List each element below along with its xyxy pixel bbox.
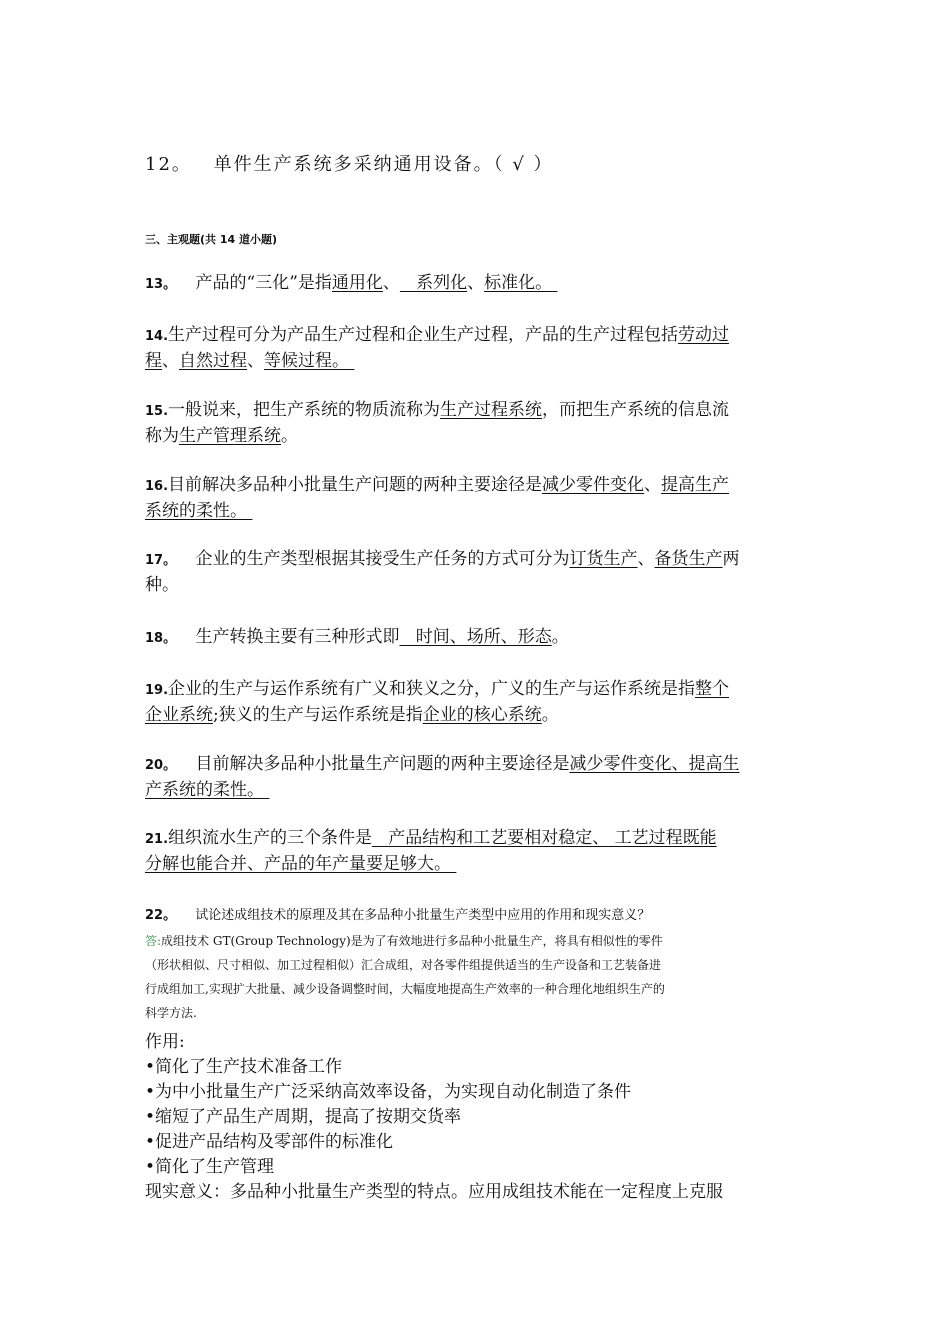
separator: 、 [637,549,655,569]
separator: 、 [162,351,179,371]
question-21 [145,826,717,877]
answer-blank: 备货生产 [654,549,723,569]
question-text: 生产过程可分为产品生产过程和企业生产过程，产品的生产过程包括 [168,325,679,345]
question-17 [145,547,740,598]
effect-item: •简化了生产技术准备工作 [145,1057,343,1077]
answer-blank: 企业的核心系统 [422,705,542,725]
effect-item: •简化了生产管理 [145,1157,275,1177]
question-number: 16. [145,479,169,494]
answer-blank: 整个 [695,679,730,699]
answer-blank: 劳动过 [678,325,730,345]
question-text-cont: ;狭义的生产与运作系统是指 [213,705,423,725]
effect-item: •为中小批量生产广泛采纳高效率设备，为实现自动化制造了条件 [145,1082,632,1102]
answer-blank [145,780,269,800]
effect-item: •促进产品结构及零部件的标准化 [145,1132,394,1152]
answer-label: 答: [145,934,162,948]
question-text: 生产转换主要有三种形式即 [195,627,400,647]
answer-line: 科学方法. [145,1006,197,1020]
answer-blank [372,828,717,848]
answer-blank [145,501,252,521]
answer-text: 成组技术 GT(Group Technology)是为了有效地进行多品种小批量生产，将具有相似性的零件 [161,934,663,948]
answer-blank: 生产管理系统 [179,426,281,446]
answer-line: （形状相似、尺寸相似、加工过程相似）汇合成组，对各零件组提供适当的生产设备和工艺装备进 [145,958,662,972]
answer-text: 系列化 [416,273,468,293]
question-text: 单件生产系统多采纳通用设备。（ √ ） [213,154,554,175]
punctuation: 。 [551,627,569,647]
question-text: 目前解决多品种小批量生产问题的两种主要途径是 [195,754,570,774]
separator: 、 [467,273,485,293]
question-number: 15. [145,404,169,419]
answer-text: 产品结构和工艺要相对稳定、 工艺过程既能 [388,828,717,848]
question-text: 企业的生产类型根据其接受生产任务的方式可分为 [195,549,570,569]
question-text: 组织流水生产的三个条件是 [168,828,373,848]
answer-text: 系统的柔性。 [145,501,247,521]
question-number: 22。 [145,908,177,923]
answer-blank [400,273,467,293]
answer-text: 产系统的柔性。 [145,780,264,800]
answer-blank: 减少零件变化、提高生 [569,754,740,774]
answer-text: 等候过程。 [264,351,349,371]
question-text: 产品的“三化”是指 [195,273,332,293]
question-number: 13。 [145,277,177,292]
answer-blank: 通用化 [331,273,383,293]
answer-blank: 程 [145,351,162,371]
answer-blank: 提高生产 [661,475,730,495]
answer-blank [484,273,557,293]
answer-text: 分解也能合并、产品的年产量要足够大。 [145,854,451,874]
question-14 [145,323,729,374]
question-number: 20。 [145,758,177,773]
punctuation: 。 [281,426,298,446]
question-22 [145,904,650,923]
question-number: 21. [145,832,169,847]
answer-line: 行成组加工,实现扩大批量、减少设备调整时间，大幅度地提高生产效率的一种合理化地组织生产的 [145,982,665,996]
separator: 、 [247,351,264,371]
question-13 [145,271,558,297]
question-text-cont: 种。 [145,575,179,595]
answer-blank [400,627,552,647]
question-number: 17。 [145,553,177,568]
answer-blank: 企业系统 [145,705,213,725]
answer-blank [264,351,354,371]
question-20 [145,752,740,803]
answer-blank [145,854,456,874]
question-text: 一般说来，把生产系统的物质流称为 [168,400,441,420]
answer-text: 标准化。 [484,273,553,293]
separator: 、 [382,273,400,293]
answer-blank: 自然过程 [179,351,247,371]
question-12 [145,150,554,176]
effects-block [145,1030,723,1205]
answer-line [145,929,665,953]
section-title: 三、主观题(共 14 道小题) [145,233,278,246]
effects-title: 作用: [145,1032,185,1052]
question-number: 12。 [145,154,192,175]
question-text: 目前解决多品种小批量生产问题的两种主要途径是 [168,475,543,495]
question-16 [145,473,729,524]
question-number: 14. [145,329,169,344]
effect-item: •缩短了产品生产周期，提高了按期交货率 [145,1107,462,1127]
question-text-cont: ，而把生产系统的信息流 [542,400,730,420]
question-text: 试论述成组技术的原理及其在多品种小批量生产类型中应用的作用和现实意义？ [195,908,651,923]
meaning-text: 现实意义：多品种小批量生产类型的特点。应用成组技术能在一定程度上克服 [145,1182,723,1202]
answer-blank: 生产过程系统 [440,400,543,420]
answer-text: 时间、场所、形态 [415,627,552,647]
answer-blank: 订货生产 [569,549,638,569]
answer-blank: 减少零件变化 [542,475,645,495]
question-text: 企业的生产与运作系统有广义和狭义之分，广义的生产与运作系统是指 [168,679,696,699]
question-text-cont: 称为 [145,426,179,446]
question-18 [145,625,569,651]
question-text-cont: 两 [722,549,740,569]
question-15 [145,398,729,449]
question-19 [145,677,729,728]
punctuation: 。 [541,705,559,725]
question-number: 19. [145,683,169,698]
question-number: 18。 [145,631,177,646]
answer-block [145,929,665,1025]
separator: 、 [644,475,662,495]
